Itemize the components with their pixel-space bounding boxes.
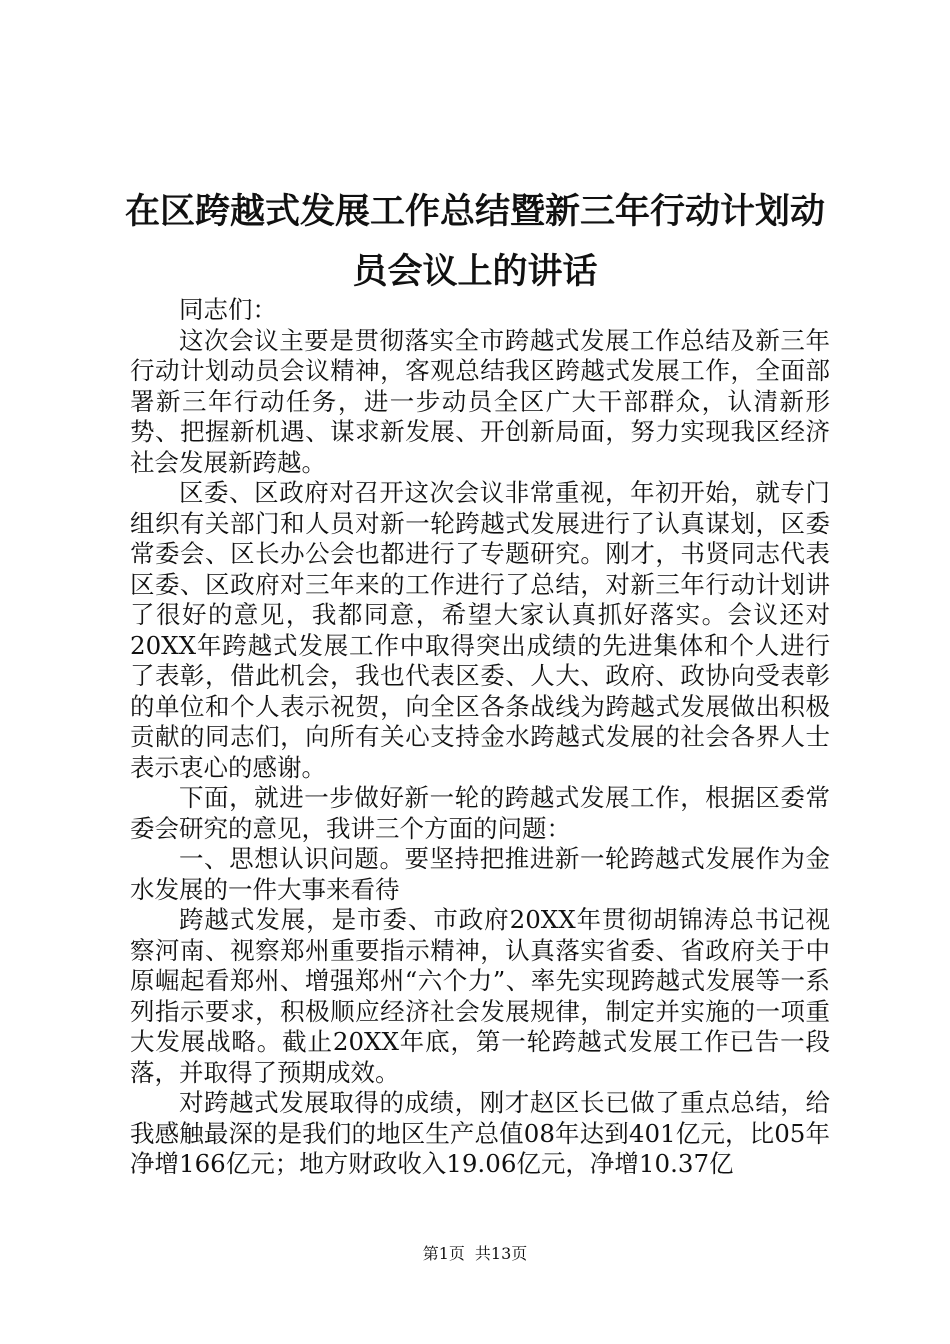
document-title: 在区跨越式发展工作总结暨新三年行动计划动员会议上的讲话 xyxy=(124,191,825,292)
paragraph: 下面，就进一步做好新一轮的跨越式发展工作，根据区委常委会研究的意见，我讲三个方面的问题： xyxy=(130,783,830,843)
paragraph: 这次会议主要是贯彻落实全市跨越式发展工作总结及新三年行动计划动员会议精神，客观总结我区跨越式发展工作，全面部署新三年行动任务，进一步动员全区广大干部群众，认清新形势、把握新机遇、谋求新发展、开创新局面，努力实现我区经济社会发展新跨越。 xyxy=(130,325,830,477)
paragraph: 跨越式发展，是市委、市政府20XX年贯彻胡锦涛总书记视察河南、视察郑州重要指示精神，认真落实省委、省政府关于中原崛起看郑州、增强郑州“六个力”、率先实现跨越式发展等一系列指示要求，积极顺应经济社会发展规律，制定并实施的一项重大发展战略。截止20XX年底，第一轮跨越式发展工作已告一段落，并取得了预期成效。 xyxy=(130,905,830,1087)
document-body xyxy=(130,295,830,1180)
paragraph: 对跨越式发展取得的成绩，刚才赵区长已做了重点总结，给我感触最深的是我们的地区生产总值08年达到401亿元，比05年净增166亿元；地方财政收入19.06亿元，净增10.37亿 xyxy=(130,1088,830,1178)
page-total: 共13页 xyxy=(474,1244,528,1263)
paragraph-salutation: 同志们： xyxy=(179,295,277,324)
page-footer xyxy=(0,1244,950,1264)
page-number: 第1页 xyxy=(422,1244,465,1263)
section-heading: 一、思想认识问题。要坚持把推进新一轮跨越式发展作为金水发展的一件大事来看待 xyxy=(130,844,830,904)
paragraph: 区委、区政府对召开这次会议非常重视，年初开始，就专门组织有关部门和人员对新一轮跨越式发展进行了认真谋划，区委常委会、区长办公会也都进行了专题研究。刚才，书贤同志代表区委、区政府对三年来的工作进行了总结，对新三年行动计划讲了很好的意见，我都同意，希望大家认真抓好落实。会议还对20XX年跨越式发展工作中取得突出成绩的先进集体和个人进行了表彰，借此机会，我也代表区委、人大、政府、政协向受表彰的单位和个人表示祝贺，向全区各条战线为跨越式发展做出积极贡献的同志们，向所有关心支持金水跨越式发展的社会各界人士表示衷心的感谢。 xyxy=(130,478,830,782)
